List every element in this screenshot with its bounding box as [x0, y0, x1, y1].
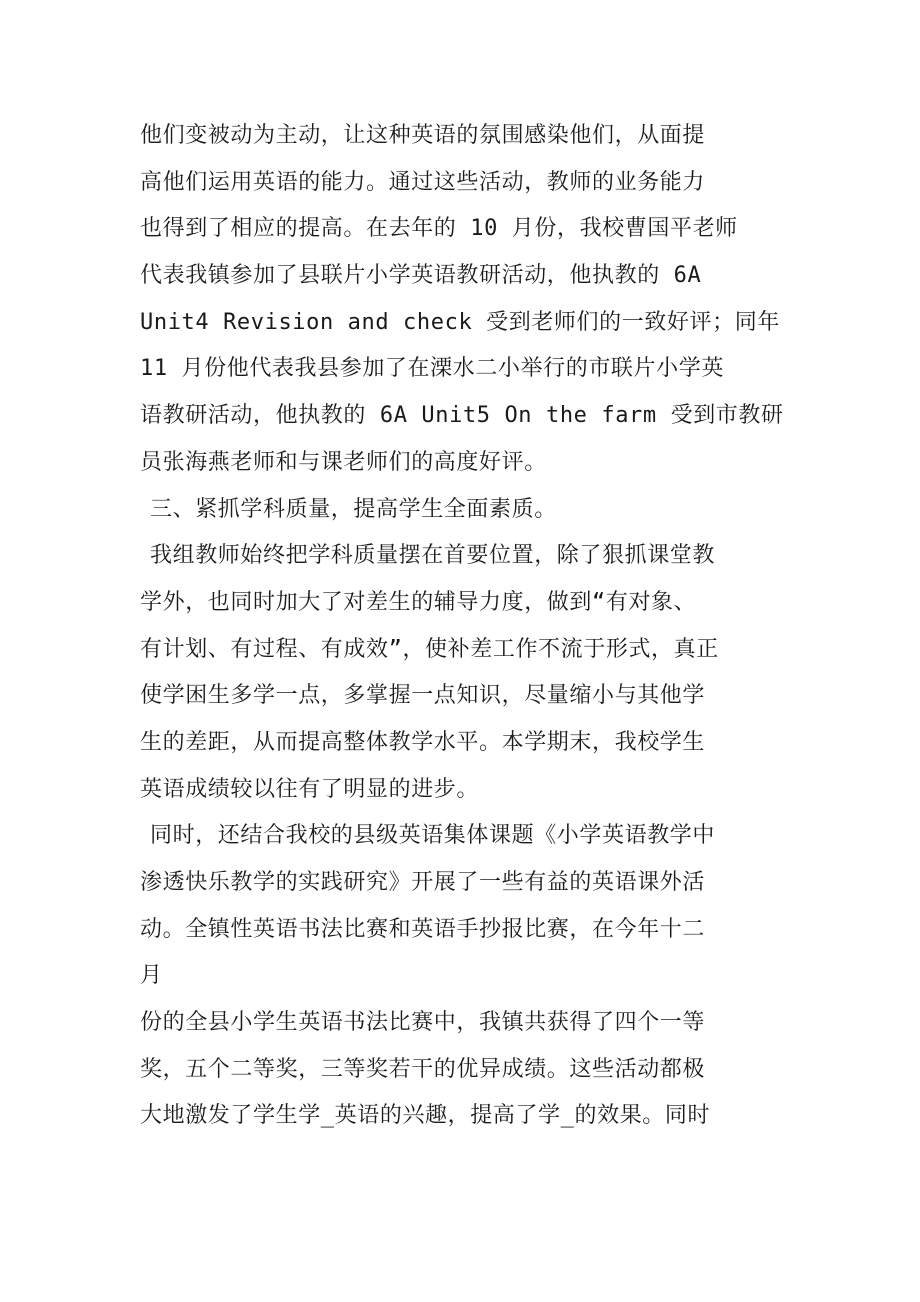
- text-line: 也得到了相应的提高。在去年的 10 月份，我校曹国平老师: [140, 216, 738, 242]
- text-line: 高他们运用英语的能力。通过这些活动，教师的业务能力: [140, 169, 706, 195]
- text-line: 份的全县小学生英语书法比赛中，我镇共获得了四个一等: [140, 1010, 706, 1036]
- text-line: 使学困生多学一点，多掌握一点知识，尽量缩小与其他学: [140, 683, 706, 709]
- text-line: 代表我镇参加了县联片小学英语教研活动，他执教的 6A: [140, 263, 702, 289]
- text-line: 奖，五个二等奖，三等奖若干的优异成绩。这些活动都极: [140, 1056, 706, 1082]
- text-line: 生的差距，从而提高整体教学水平。本学期末，我校学生: [140, 729, 706, 755]
- paragraph-start-line: 同时，还结合我校的县级英语集体课题《小学英语教学中: [150, 823, 716, 849]
- text-line: 语教研活动，他执教的 6A Unit5 On the farm 受到市教研: [140, 403, 784, 429]
- paragraph-start-line: 我组教师始终把学科质量摆在首要位置，除了狠抓课堂教: [150, 543, 716, 569]
- text-line: 11 月份他代表我县参加了在溧水二小举行的市联片小学英: [140, 356, 724, 382]
- document-body: [140, 113, 800, 1140]
- text-line: 英语成绩较以往有了明显的进步。: [140, 776, 480, 802]
- text-line: 他们变被动为主动，让这种英语的氛围感染他们，从面提: [140, 123, 706, 148]
- text-line: 有计划、有过程、有成效”，使补差工作不流于形式，真正: [140, 636, 719, 662]
- text-line: 渗透快乐教学的实践研究》开展了一些有益的英语课外活: [140, 870, 706, 895]
- section-heading: 三、紧抓学科质量，提高学生全面素质。: [150, 496, 557, 522]
- text-line: 学外，也同时加大了对差生的辅导力度，做到“有对象、: [140, 589, 697, 615]
- text-line: 月: [140, 963, 163, 989]
- text-line: 员张海燕老师和与课老师们的高度好评。: [140, 449, 547, 475]
- text-line: 动。全镇性英语书法比赛和英语手抄报比赛，在今年十二: [140, 916, 706, 942]
- text-line: Unit4 Revision and check 受到老师们的一致好评；同年: [140, 309, 780, 335]
- text-line: 大地激发了学生学_英语的兴趣，提高了学_的效果。同时: [140, 1103, 711, 1129]
